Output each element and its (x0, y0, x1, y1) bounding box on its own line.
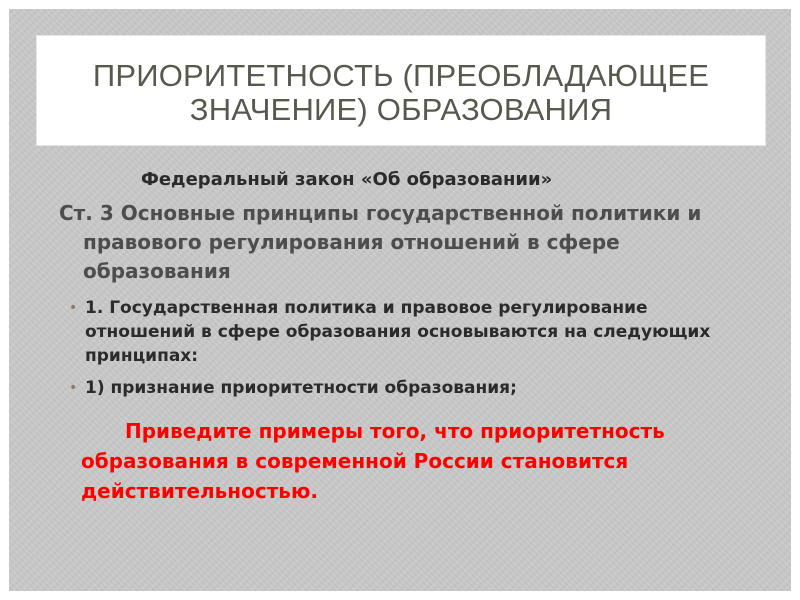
bullet-text: 1) признание приоритетности образования; (85, 378, 517, 398)
bullet-text: 1. Государственная политика и правовое регулирование отношений в сфере образования основываются на следующих принципах: (85, 298, 711, 366)
bullet-item (59, 296, 759, 368)
question-text: Приведите примеры того, что приоритетность образования в современной России становится действительностью. (81, 419, 700, 503)
bullet-item (59, 376, 759, 400)
slide (9, 9, 791, 591)
slide-title: ПРИОРИТЕТНОСТЬ (ПРЕОБЛАДАЮЩЕЕ ЗНАЧЕНИЕ) ОБРАЗОВАНИЯ (92, 58, 710, 127)
bullet-icon: • (69, 380, 78, 396)
slide-content (59, 167, 759, 506)
bullet-icon: • (69, 300, 78, 316)
question-prompt (59, 416, 761, 506)
title-box (36, 35, 766, 146)
law-heading: Федеральный закон «Об образовании» (141, 169, 553, 190)
article-heading: Ст. 3 Основные принципы государственной политики и правового регулирования отношений в сфере образования (59, 201, 702, 283)
